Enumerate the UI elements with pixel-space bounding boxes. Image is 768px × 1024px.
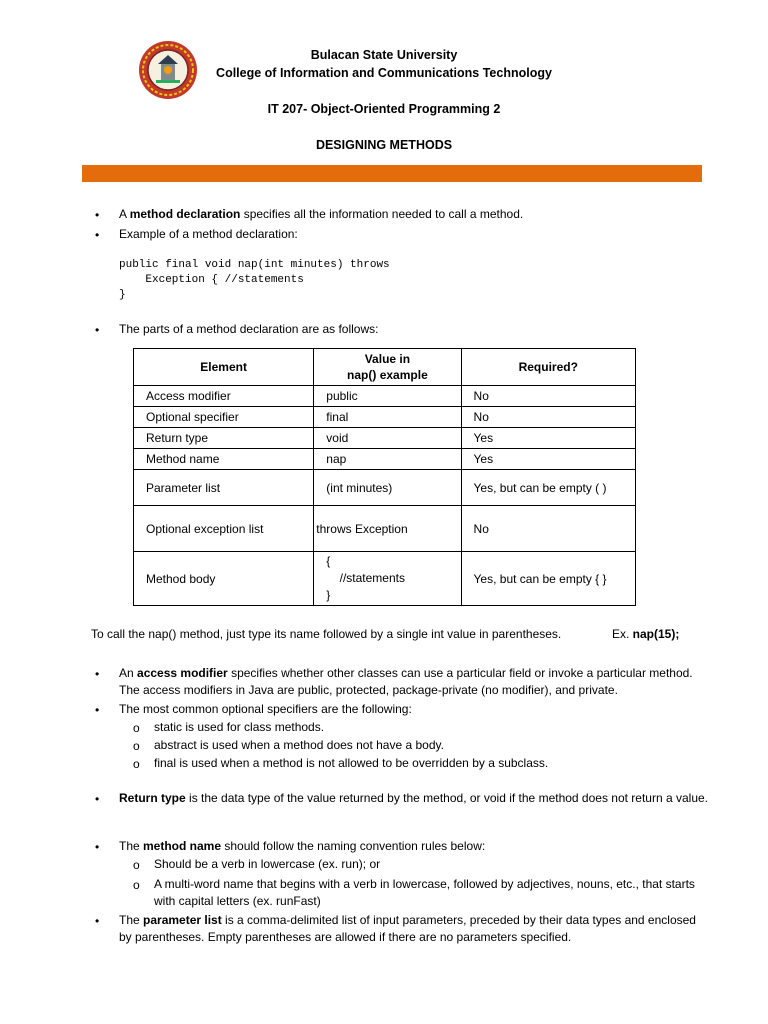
sub-bullet: o	[133, 858, 140, 872]
bullet: •	[95, 228, 100, 242]
cell-element: Return type	[134, 428, 314, 449]
cell-element: Parameter list	[134, 470, 314, 506]
parts-intro: The parts of a method declaration are as follows:	[119, 322, 379, 336]
cell-element: Access modifier	[134, 386, 314, 407]
method-declaration-definition: A method declaration specifies all the information needed to call a method.	[119, 207, 524, 221]
table-row	[134, 386, 636, 407]
table-header-row	[134, 349, 636, 386]
bullet: •	[95, 208, 100, 222]
code-example: public final void nap(int minutes) throws Exception { //statements }	[119, 259, 390, 301]
cell-value: throws Exception	[314, 506, 461, 552]
call-note: To call the nap() method, just type its name followed by a single int value in parentheses. Ex. nap(15);	[91, 627, 680, 641]
cell-value: (int minutes)	[314, 470, 461, 506]
method-parts-table	[133, 348, 636, 606]
naming-rule: A multi-word name that begins with a verb in lowercase, followed by adjectives, nouns, etc., that starts with capital letters (ex. runFast)	[154, 877, 695, 908]
bullet: •	[95, 914, 100, 928]
table-row	[134, 552, 636, 606]
cell-required: No	[461, 386, 635, 407]
cell-value: { //statements }	[314, 552, 461, 606]
method-name-text: The method name should follow the naming convention rules below:	[119, 839, 486, 853]
return-type-text: Return type is the data type of the value returned by the method, or void if the method does not return a value.	[119, 791, 709, 805]
course-title: IT 207- Object-Oriented Programming 2	[267, 102, 501, 116]
example-intro: Example of a method declaration:	[119, 227, 298, 241]
cell-required: No	[461, 506, 635, 552]
cell-required: Yes	[461, 428, 635, 449]
cell-value: public	[314, 386, 461, 407]
cell-element: Method name	[134, 449, 314, 470]
sub-bullet: o	[133, 757, 140, 771]
specifier-item: abstract is used when a method does not have a body.	[154, 738, 444, 752]
header-required: Required?	[461, 349, 635, 386]
table-row	[134, 407, 636, 428]
access-modifier-text: An access modifier specifies whether other classes can use a particular field or invoke a particular method. The access modifiers in Java are public, protected, package-private (no modifier), and private.	[119, 666, 693, 697]
cell-element: Optional specifier	[134, 407, 314, 428]
header-element: Element	[134, 349, 314, 386]
specifier-item: final is used when a method is not allowed to be overridden by a subclass.	[154, 756, 549, 770]
table-row	[134, 470, 636, 506]
orange-divider-bar	[82, 165, 702, 182]
cell-element: Optional exception list	[134, 506, 314, 552]
naming-rule: Should be a verb in lowercase (ex. run); or	[154, 857, 381, 871]
bullet: •	[95, 323, 100, 337]
cell-required: Yes, but can be empty ( )	[461, 470, 635, 506]
cell-value: nap	[314, 449, 461, 470]
table-row	[134, 506, 636, 552]
cell-value: void	[314, 428, 461, 449]
table-row	[134, 428, 636, 449]
cell-required: Yes	[461, 449, 635, 470]
table-row	[134, 449, 636, 470]
header-value: Value in nap() example	[314, 349, 461, 386]
call-example: Ex. nap(15);	[612, 627, 680, 641]
specifiers-intro: The most common optional specifiers are the following:	[119, 702, 412, 716]
college-name: College of Information and Communications Technology	[216, 66, 552, 80]
cell-required: Yes, but can be empty { }	[461, 552, 635, 606]
cell-element: Method body	[134, 552, 314, 606]
bullet: •	[95, 667, 100, 681]
topic-title: DESIGNING METHODS	[315, 138, 453, 152]
cell-value: final	[314, 407, 461, 428]
sub-bullet: o	[133, 878, 140, 892]
bullet: •	[95, 792, 100, 806]
cell-required: No	[461, 407, 635, 428]
parameter-list-text: The parameter list is a comma-delimited list of input parameters, preceded by their data types and enclosed by parentheses. Empty parentheses are allowed if there are no parameters specified.	[119, 913, 696, 944]
sub-bullet: o	[133, 739, 140, 753]
university-name: Bulacan State University	[310, 48, 458, 62]
bullet: •	[95, 703, 100, 717]
bullet: •	[95, 840, 100, 854]
sub-bullet: o	[133, 721, 140, 735]
specifier-item: static is used for class methods.	[154, 720, 325, 734]
